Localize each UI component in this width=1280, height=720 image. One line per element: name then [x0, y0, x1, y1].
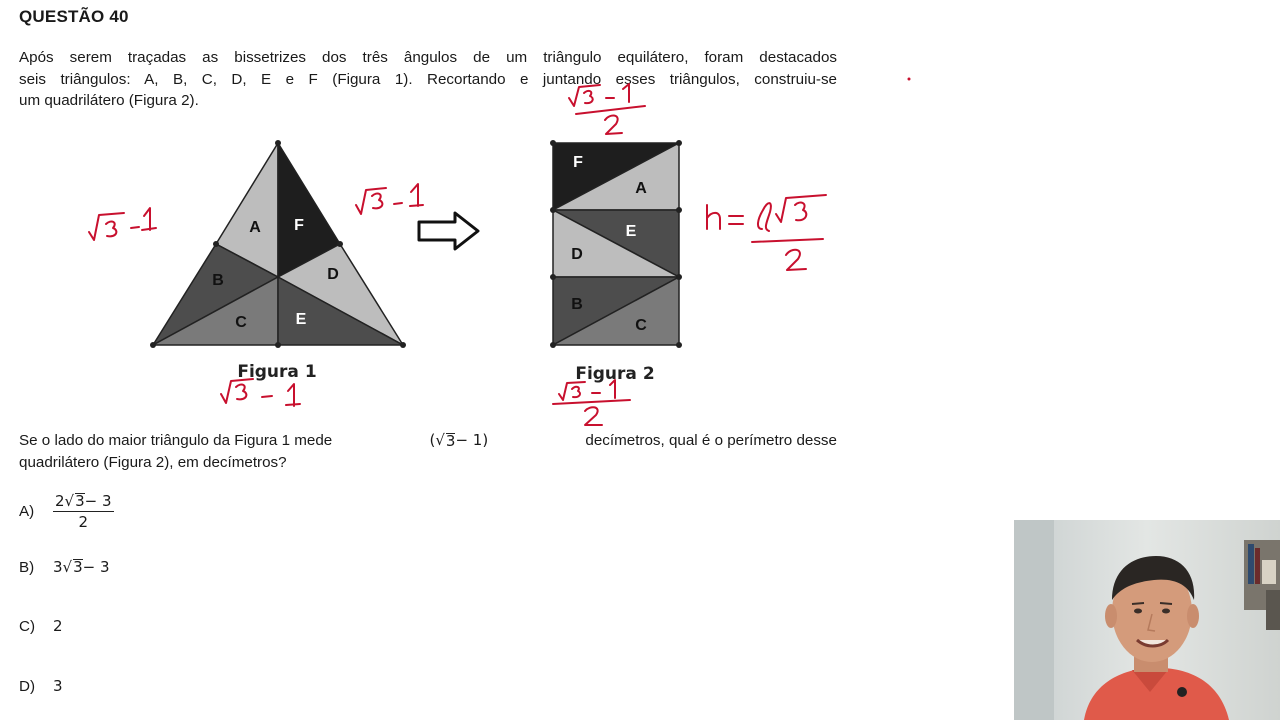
- option-a[interactable]: [19, 492, 114, 531]
- option-b[interactable]: [19, 558, 110, 576]
- fig1-label-A: A: [249, 219, 261, 236]
- fig2-label-E: E: [625, 223, 637, 240]
- paragraph-line-3: um quadrilátero (Figura 2).: [19, 92, 199, 109]
- prompt-radicand: 3: [445, 431, 456, 450]
- figure-1-caption: Figura 1: [237, 362, 317, 382]
- option-c[interactable]: [19, 617, 63, 635]
- handwriting-right-side: [356, 184, 423, 214]
- fig2-label-F: F: [573, 154, 583, 171]
- question-title: QUESTÃO 40: [19, 7, 129, 26]
- option-b-rest: − 3: [82, 558, 110, 576]
- handwriting-bottom-side: [221, 379, 300, 406]
- option-c-value: 2: [53, 617, 63, 635]
- handwriting-left-side: [89, 208, 156, 240]
- option-d-value: 3: [53, 677, 63, 695]
- handwriting-rect-top: [569, 84, 645, 134]
- prompt-line-2: quadrilátero (Figura 2), em decímetros?: [19, 453, 287, 471]
- option-d-letter: D): [19, 677, 36, 695]
- prompt-expression: (√ 3 − 1): [429, 431, 489, 450]
- fig1-label-F: F: [294, 217, 304, 234]
- fig1-label-D: D: [327, 266, 339, 283]
- fig2-label-B: B: [571, 296, 583, 313]
- handwriting-dot: [908, 78, 911, 81]
- fig1-label-C: C: [235, 314, 247, 331]
- option-c-letter: C): [19, 617, 36, 635]
- option-a-letter: A): [19, 503, 35, 520]
- figure-2: [550, 140, 682, 348]
- fig2-label-A: A: [635, 180, 647, 197]
- option-b-expression: 3 √ 3 − 3: [53, 558, 110, 576]
- presenter-video: [1014, 520, 1280, 720]
- handwriting-height-formula: [707, 195, 826, 270]
- fig1-label-B: B: [212, 272, 224, 289]
- handwritten-annotations: [89, 84, 826, 425]
- option-a-denominator: 2: [78, 513, 89, 531]
- prompt-text-start: Se o lado do maior triângulo da Figura 1 mede: [19, 432, 333, 449]
- option-b-letter: B): [19, 558, 35, 576]
- prompt-expression-rest: − 1): [455, 431, 489, 449]
- option-a-num-coef: 2: [55, 492, 65, 510]
- figure-2-caption: Figura 2: [575, 364, 655, 384]
- option-b-coef: 3: [53, 558, 63, 576]
- option-d[interactable]: [19, 677, 63, 695]
- option-b-radicand: 3: [73, 558, 83, 576]
- fig2-label-D: D: [571, 246, 583, 263]
- fig1-label-E: E: [295, 311, 307, 328]
- paragraph-line-1: Após serem traçadas as bissetrizes dos três ângulos de um triângulo equilátero, foram destacados: [19, 49, 837, 66]
- webcam-overlay: [1014, 520, 1280, 720]
- prompt-text-after: decímetros, qual é o perímetro desse: [585, 432, 837, 449]
- handwriting-rect-bottom: [553, 380, 630, 425]
- fig2-label-C: C: [635, 317, 647, 334]
- option-a-num-radicand: 3: [75, 492, 85, 510]
- option-a-fraction: 2 √ 3 − 3 2: [55, 492, 112, 531]
- paragraph-line-2: seis triângulos: A, B, C, D, E e F (Figura 1). Recortando e juntando esses triângulos, construiu-se: [19, 70, 837, 88]
- figure-1: [150, 140, 406, 348]
- option-a-num-rest: − 3: [84, 492, 112, 510]
- arrow-right-icon: [419, 213, 478, 249]
- question-prompt: [19, 430, 837, 473]
